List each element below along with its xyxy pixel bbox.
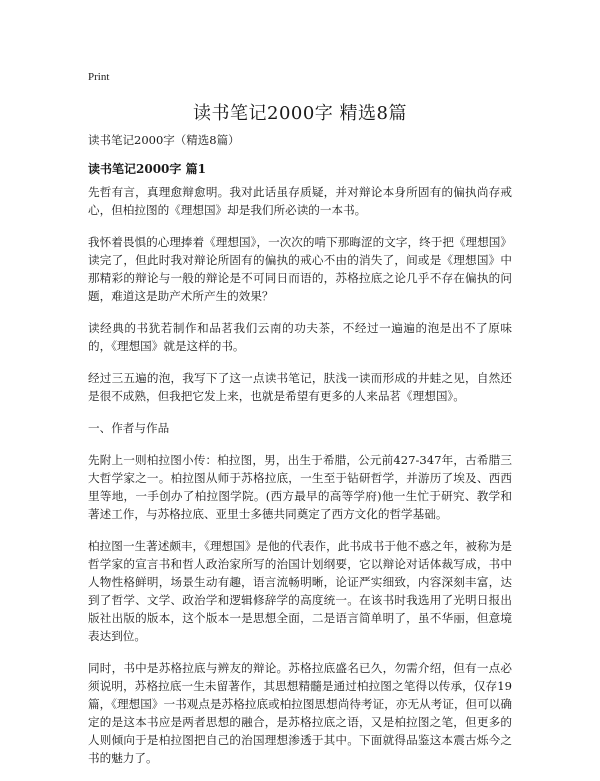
paragraph: 同时，书中是苏格拉底与辨友的辩论。苏格拉底盛名已久，勿需介绍，但有一点必须说明，苏格拉底一生未留著作，其思想精髓是通过柏拉图之笔得以传承，仅存19篇，《理想国》一书观点是苏格拉底或柏拉图思想尚待考证，亦无从考证，但可以确定的是这本书应是两者思想的融合，是苏格拉底之语，又是柏拉图之笔，但更多的人则倾向于是柏拉图把自己的治国理想渗透于其中。下面就得品鉴这本震古烁今之书的魅力了。 [88,661,512,765]
paragraph: 先哲有言，真理愈辩愈明。我对此话虽存质疑，并对辩论本身所固有的偏执尚存戒心，但柏拉图的《理想国》却是我们所必读的一本书。 [88,185,512,217]
paragraph: 柏拉图一生著述颇丰，《理想国》是他的代表作，此书成书于他不惑之年，被称为是哲学家的宣言书和哲人政治家所写的治国计划纲要，它以辩论对话体裁写成，书中人物性格鲜明，场景生动有趣，语言流畅明晰，论证严实细致，内容深刻丰富，达到了哲学、文学、政治学和逻辑修辞学的高度统一。在该书时我选用了光明日报出版社出版的版本，这个版本一是思想全面，二是语言简单明了，虽不华丽，但意境表达到位。 [88,539,512,643]
print-label[interactable]: Print [88,71,110,83]
article-body [88,183,512,781]
paragraph: 我怀着畏惧的心理捧着《理想国》，一次次的啃下那晦涩的文字，终于把《理想国》读完了，但此时我对辩论所固有的偏执的戒心不由的消失了，间或是《理想国》中那精彩的辩论与一般的辩论是不可同日而语的，苏格拉底之论几乎不存在偏执的问题，难道这是助产术所产生的效果？ [88,235,512,303]
subsection-heading: 一、作者与作品 [88,421,170,435]
paragraph: 先附上一则柏拉图小传：柏拉图，男，出生于希腊，公元前427-347年，古希腊三大哲学家之一。柏拉图从师于苏格拉底，一生至于钻研哲学，并游历了埃及、西西里等地，一手创办了柏拉图学院。(西方最早的高等学府)他一生忙于研究、教学和著述工作，与苏格拉底、亚里士多德共同奠定了西方文化的哲学基础。 [88,453,512,521]
paragraph: 读经典的书犹若制作和品茗我们云南的功夫茶，不经过一遍遍的泡是出不了原味的，《理想国》就是这样的书。 [88,321,512,353]
paragraph: 经过三五遍的泡，我写下了这一点读书笔记，肤浅一读而形成的井蛙之见，自然还是很不成熟，但我把它发上来，也就是希望有更多的人来品茗《理想国》。 [88,371,512,403]
section-heading: 读书笔记2000字 篇1 [88,162,206,176]
document-subtitle: 读书笔记2000字（精选8篇） [88,133,240,147]
document-title: 读书笔记2000字 精选8篇 [193,103,407,124]
